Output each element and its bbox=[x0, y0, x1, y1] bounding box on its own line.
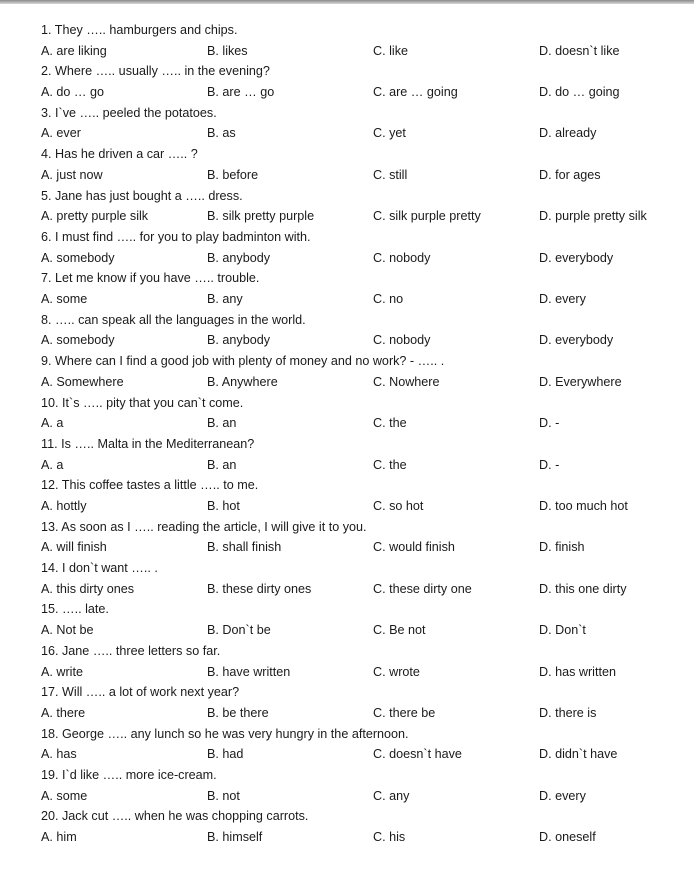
options-row bbox=[41, 248, 681, 269]
option-a: A. Somewhere bbox=[41, 374, 124, 389]
option-c: C. silk purple pretty bbox=[373, 209, 481, 224]
option-a: A. will finish bbox=[41, 540, 107, 555]
option-d: D. every bbox=[539, 292, 586, 307]
option-c: C. any bbox=[373, 788, 410, 803]
options-row bbox=[41, 455, 681, 476]
option-d: D. - bbox=[539, 416, 560, 431]
option-d: D. doesn`t like bbox=[539, 43, 620, 58]
options-row bbox=[41, 744, 681, 765]
option-b: B. himself bbox=[207, 830, 263, 845]
question-8 bbox=[41, 310, 681, 351]
question-11 bbox=[41, 434, 681, 475]
option-a: A. pretty purple silk bbox=[41, 209, 149, 224]
option-b: B. Don`t be bbox=[207, 623, 271, 638]
question-text: 6. I must find ….. for you to play badminton with. bbox=[41, 229, 311, 244]
question-text: 17. Will ….. a lot of work next year? bbox=[41, 685, 240, 700]
question-14 bbox=[41, 558, 681, 599]
options-row bbox=[41, 82, 681, 103]
option-c: C. these dirty one bbox=[373, 581, 472, 596]
question-text: 12. This coffee tastes a little ….. to me. bbox=[41, 478, 259, 493]
options-row bbox=[41, 579, 681, 600]
question-1 bbox=[41, 20, 681, 61]
option-a: A. Not be bbox=[41, 623, 94, 638]
question-text: 20. Jack cut ….. when he was chopping carrots. bbox=[41, 809, 309, 824]
question-13 bbox=[41, 517, 681, 558]
question-text: 1. They ….. hamburgers and chips. bbox=[41, 23, 238, 37]
option-b: B. be there bbox=[207, 705, 269, 720]
option-b: B. an bbox=[207, 457, 237, 472]
option-a: A. just now bbox=[41, 167, 103, 182]
option-b: B. before bbox=[207, 167, 259, 182]
option-b: B. as bbox=[207, 126, 236, 141]
option-b: B. have written bbox=[207, 664, 291, 679]
quiz-document bbox=[41, 20, 681, 848]
option-b: B. anybody bbox=[207, 250, 271, 265]
question-19 bbox=[41, 765, 681, 806]
options-row bbox=[41, 372, 681, 393]
options-row bbox=[41, 827, 681, 848]
option-a: A. has bbox=[41, 747, 77, 762]
option-c: C. like bbox=[373, 43, 408, 58]
option-c: C. the bbox=[373, 416, 407, 431]
options-row bbox=[41, 289, 681, 310]
options-row bbox=[41, 330, 681, 351]
option-d: D. do … going bbox=[539, 85, 620, 100]
option-d: D. for ages bbox=[539, 167, 601, 182]
options-row bbox=[41, 41, 681, 62]
question-2 bbox=[41, 61, 681, 102]
option-a: A. this dirty ones bbox=[41, 581, 135, 596]
question-text: 19. I`d like ….. more ice-cream. bbox=[41, 768, 217, 783]
option-b: B. are … go bbox=[207, 85, 275, 100]
option-d: D. everybody bbox=[539, 333, 614, 348]
option-c: C. yet bbox=[373, 126, 406, 141]
option-d: D. oneself bbox=[539, 830, 596, 845]
option-d: D. already bbox=[539, 126, 597, 141]
option-a: A. him bbox=[41, 830, 77, 845]
option-b: B. Anywhere bbox=[207, 374, 278, 389]
question-text: 14. I don`t want ….. . bbox=[41, 561, 158, 576]
question-text: 16. Jane ….. three letters so far. bbox=[41, 643, 221, 658]
options-row bbox=[41, 206, 681, 227]
option-a: A. hottly bbox=[41, 498, 87, 513]
option-c: C. still bbox=[373, 167, 408, 182]
option-c: C. doesn`t have bbox=[373, 747, 462, 762]
options-row bbox=[41, 165, 681, 186]
option-a: A. some bbox=[41, 292, 88, 307]
option-c: C. no bbox=[373, 292, 404, 307]
option-c: C. there be bbox=[373, 705, 436, 720]
question-4 bbox=[41, 144, 681, 185]
option-d: D. every bbox=[539, 788, 586, 803]
option-a: A. ever bbox=[41, 126, 81, 141]
question-text: 18. George ….. any lunch so he was very hungry in the afternoon. bbox=[41, 726, 409, 741]
option-b: B. these dirty ones bbox=[207, 581, 312, 596]
option-b: B. likes bbox=[207, 43, 248, 58]
option-a: A. somebody bbox=[41, 250, 115, 265]
question-text: 5. Jane has just bought a ….. dress. bbox=[41, 188, 243, 203]
option-c: C. nobody bbox=[373, 250, 431, 265]
options-row bbox=[41, 537, 681, 558]
option-a: A. a bbox=[41, 416, 64, 431]
question-17 bbox=[41, 682, 681, 723]
option-d: D. finish bbox=[539, 540, 585, 555]
option-a: A. are liking bbox=[41, 43, 107, 58]
question-20 bbox=[41, 806, 681, 847]
option-b: B. had bbox=[207, 747, 244, 762]
question-10 bbox=[41, 393, 681, 434]
option-c: C. so hot bbox=[373, 498, 424, 513]
option-b: B. not bbox=[207, 788, 240, 803]
question-text: 2. Where ….. usually ….. in the evening? bbox=[41, 64, 270, 79]
option-d: D. this one dirty bbox=[539, 581, 627, 596]
option-c: C. Nowhere bbox=[373, 374, 440, 389]
question-text: 15. ….. late. bbox=[41, 602, 109, 617]
question-text: 7. Let me know if you have ….. trouble. bbox=[41, 271, 260, 286]
options-row bbox=[41, 413, 681, 434]
question-7 bbox=[41, 268, 681, 309]
question-text: 11. Is ….. Malta in the Mediterranean? bbox=[41, 436, 255, 451]
question-3 bbox=[41, 103, 681, 144]
option-c: C. Be not bbox=[373, 623, 426, 638]
question-text: 13. As soon as I ….. reading the article, I will give it to you. bbox=[41, 519, 367, 534]
option-a: A. some bbox=[41, 788, 88, 803]
question-text: 4. Has he driven a car ….. ? bbox=[41, 147, 198, 162]
question-6 bbox=[41, 227, 681, 268]
option-d: D. purple pretty silk bbox=[539, 209, 647, 224]
option-d: D. has written bbox=[539, 664, 616, 679]
option-c: C. are … going bbox=[373, 85, 458, 100]
option-d: D. - bbox=[539, 457, 560, 472]
option-d: D. Don`t bbox=[539, 623, 586, 638]
options-row bbox=[41, 786, 681, 807]
option-b: B. silk pretty purple bbox=[207, 209, 315, 224]
question-text: 10. It`s ….. pity that you can`t come. bbox=[41, 395, 244, 410]
option-a: A. write bbox=[41, 664, 83, 679]
question-12 bbox=[41, 475, 681, 516]
options-row bbox=[41, 662, 681, 683]
options-row bbox=[41, 123, 681, 144]
options-row bbox=[41, 620, 681, 641]
option-c: C. would finish bbox=[373, 540, 455, 555]
option-a: A. there bbox=[41, 705, 86, 720]
option-c: C. his bbox=[373, 830, 406, 845]
option-a: A. somebody bbox=[41, 333, 115, 348]
question-text: 8. ….. can speak all the languages in the world. bbox=[41, 312, 306, 327]
question-18 bbox=[41, 724, 681, 765]
option-b: B. any bbox=[207, 292, 243, 307]
question-9 bbox=[41, 351, 681, 392]
top-border bbox=[0, 0, 694, 4]
option-d: D. too much hot bbox=[539, 498, 628, 513]
options-row bbox=[41, 496, 681, 517]
option-d: D. didn`t have bbox=[539, 747, 618, 762]
question-5 bbox=[41, 186, 681, 227]
question-text: 9. Where can I find a good job with plenty of money and no work? - ….. . bbox=[41, 354, 445, 369]
options-row bbox=[41, 703, 681, 724]
question-text: 3. I`ve ….. peeled the potatoes. bbox=[41, 105, 217, 120]
option-c: C. wrote bbox=[373, 664, 420, 679]
option-d: D. Everywhere bbox=[539, 374, 622, 389]
option-a: A. a bbox=[41, 457, 64, 472]
question-15 bbox=[41, 599, 681, 640]
option-c: C. the bbox=[373, 457, 407, 472]
option-b: B. shall finish bbox=[207, 540, 282, 555]
option-d: D. there is bbox=[539, 705, 597, 720]
option-c: C. nobody bbox=[373, 333, 431, 348]
option-b: B. anybody bbox=[207, 333, 271, 348]
option-d: D. everybody bbox=[539, 250, 614, 265]
option-b: B. hot bbox=[207, 498, 240, 513]
option-b: B. an bbox=[207, 416, 237, 431]
question-16 bbox=[41, 641, 681, 682]
option-a: A. do … go bbox=[41, 85, 105, 100]
